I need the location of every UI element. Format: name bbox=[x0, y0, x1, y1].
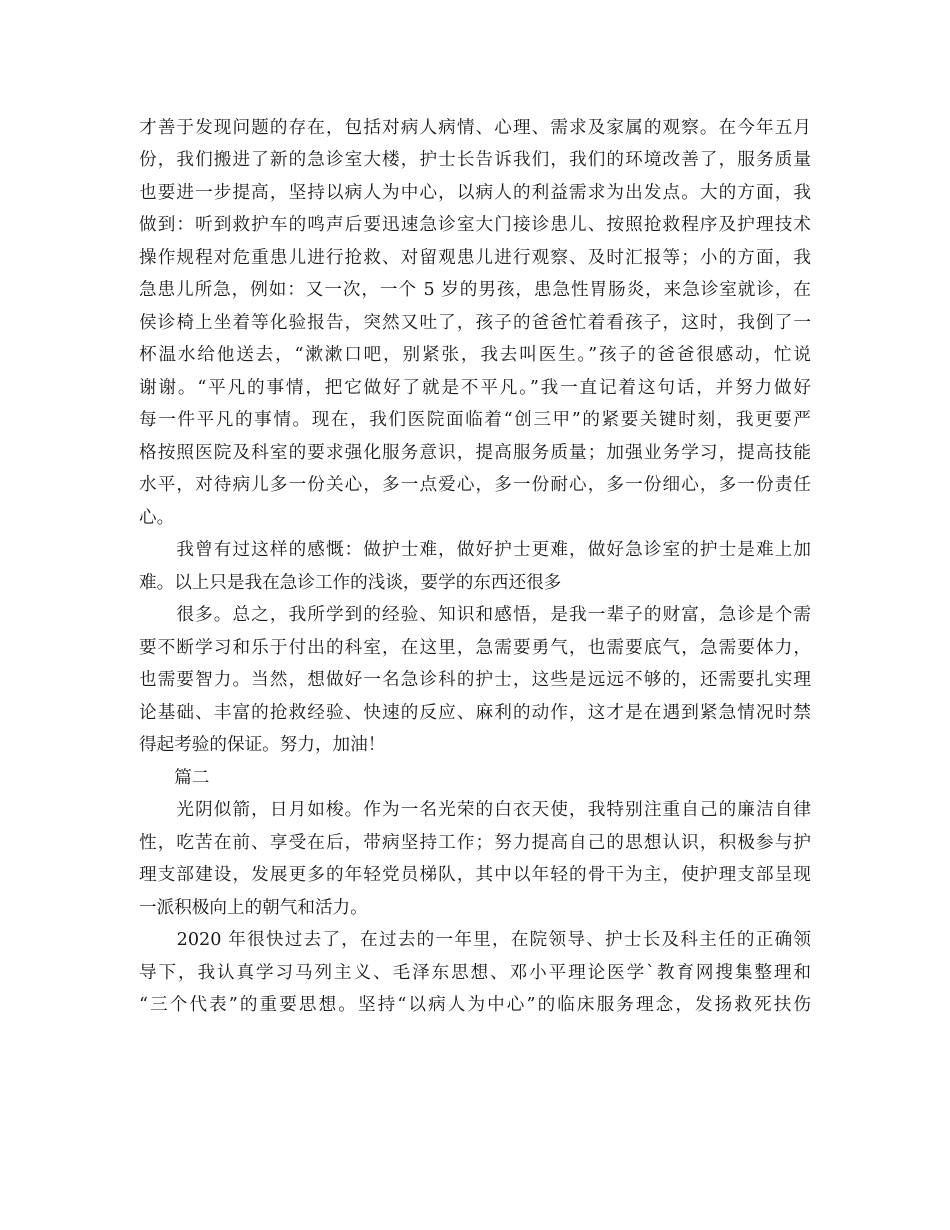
text-line: 一派积极向上的朝气和活力。 bbox=[139, 898, 368, 918]
text-line: 论基础、丰富的抢救经验、快速的反应、麻利的动作，这才是在遇到紧急情况时禁 bbox=[139, 703, 811, 723]
text-line: 急患儿所急，例如：又一次，一个 5 岁的男孩，患急性胃肠炎，来急诊室就诊，在 bbox=[139, 280, 811, 300]
text-line: 很多。总之，我所学到的经验、知识和感悟，是我一辈子的财富，急诊是个需 bbox=[139, 605, 811, 625]
text-line: 操作规程对危重患儿进行抢救、对留观患儿进行观察、及时汇报等；小的方面，我 bbox=[139, 248, 811, 268]
text-line: 光阴似箭，日月如梭。作为一名光荣的白衣天使，我特别注重自己的廉洁自律 bbox=[139, 800, 811, 820]
text-line: 做到：听到救护车的鸣声后要迅速急诊室大门接诊患儿、按照抢救程序及护理技术 bbox=[139, 215, 811, 235]
text-line: 导下，我认真学习马列主义、毛泽东思想、邓小平理论医学`教育网搜集整理和 bbox=[139, 963, 811, 983]
text-line: 格按照医院及科室的要求强化服务意识，提高服务质量；加强业务学习，提高技能 bbox=[139, 443, 811, 463]
section-heading: 篇二 bbox=[139, 768, 210, 788]
text-line: 性，吃苦在前、享受在后，带病坚持工作；努力提高自己的思想认识，积极参与护 bbox=[139, 833, 811, 853]
text-line: 份，我们搬进了新的急诊室大楼，护士长告诉我们，我们的环境改善了，服务质量 bbox=[139, 150, 811, 170]
text-line: 要不断学习和乐于付出的科室，在这里，急需要勇气，也需要底气，急需要体力， bbox=[139, 638, 811, 658]
text-line: 我曾有过这样的感慨：做护士难，做好护士更难，做好急诊室的护士是难上加 bbox=[139, 540, 811, 560]
text-line: 2020 年很快过去了，在过去的一年里，在院领导、护士长及科主任的正确领 bbox=[139, 930, 811, 950]
text-line: 也要进一步提高，坚持以病人为中心，以病人的利益需求为出发点。大的方面，我 bbox=[139, 183, 811, 203]
text-line: 理支部建设，发展更多的年轻党员梯队，其中以年轻的骨干为主，使护理支部呈现 bbox=[139, 865, 811, 885]
text-line: 得起考验的保证。努力，加油！ bbox=[139, 735, 386, 755]
text-line: 难。以上只是我在急诊工作的浅谈，要学的东西还很多 bbox=[139, 573, 562, 593]
text-line: 才善于发现问题的存在，包括对病人病情、心理、需求及家属的观察。在今年五月 bbox=[139, 118, 811, 138]
text-line: 谢谢。“平凡的事情，把它做好了就是不平凡。”我一直记着这句话，并努力做好 bbox=[139, 378, 811, 398]
text-line: 每一件平凡的事情。现在，我们医院面临着“创三甲”的紧要关键时刻，我更要严 bbox=[139, 410, 811, 430]
text-line: “三个代表”的重要思想。坚持“以病人为中心”的临床服务理念，发扬救死扶伤 bbox=[139, 995, 811, 1015]
text-line: 心。 bbox=[139, 508, 175, 528]
text-line: 杯温水给他送去，“漱漱口吧，别紧张，我去叫医生。”孩子的爸爸很感动，忙说 bbox=[139, 345, 811, 365]
text-line: 也需要智力。当然，想做好一名急诊科的护士，这些是远远不够的，还需要扎实理 bbox=[139, 670, 811, 690]
text-line: 水平，对待病儿多一份关心，多一点爱心，多一份耐心，多一份细心，多一份责任 bbox=[139, 475, 811, 495]
text-line: 侯诊椅上坐着等化验报告，突然又吐了，孩子的爸爸忙着看孩子，这时，我倒了一 bbox=[139, 313, 811, 333]
